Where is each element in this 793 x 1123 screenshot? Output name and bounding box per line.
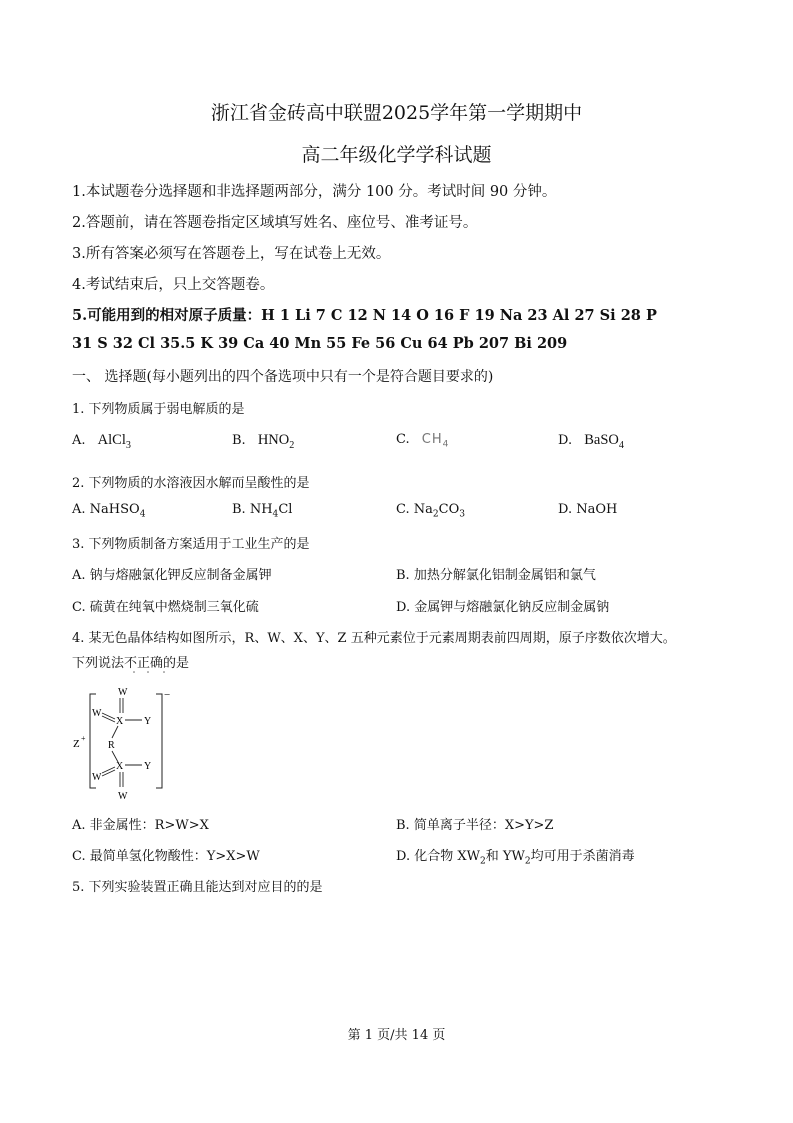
atom-y-bottom: Y	[144, 761, 152, 772]
q2-option-d: D. NaOH	[558, 502, 618, 517]
exam-title-line2: 高二年级化学学科试题	[301, 144, 492, 166]
atom-w-left-bottom: W	[92, 772, 102, 783]
q1-option-d	[558, 432, 624, 451]
q4-option-d: D. 化合物 $XW_2$和 $YW_2$均可用于杀菌消毒	[396, 849, 635, 867]
q2-option-c: C. $Na_2CO_3$	[396, 502, 466, 520]
q1-b-label: B.	[232, 433, 246, 448]
atomic-mass-line1: 5.可能用到的相对原子质量：H 1 Li 7 C 12 N 14 O 16 F 19 Na 23 Al 27 Si 28 P	[72, 307, 657, 324]
q1-c-formula: $CH_4$	[421, 432, 450, 450]
section-heading: 一、 选择题(每小题列出的四个备选项中只有一个是符合题目要求的)	[72, 369, 494, 385]
q1-c-label: C.	[396, 432, 410, 447]
instruction-2: 2.答题前，请在答题卷指定区域填写姓名、座位号、准考证号。	[72, 215, 478, 231]
q1-d-label: D.	[558, 433, 573, 448]
q1-d-formula: BaSO$_4$	[584, 432, 624, 451]
cation-z: Z	[73, 738, 80, 750]
atom-r: R	[108, 740, 115, 751]
cation-charge: +	[81, 734, 86, 743]
exam-title-line1: 浙江省金砖高中联盟2025学年第一学期期中	[210, 102, 583, 124]
q4-option-a: A. 非金属性：R>W>X	[72, 818, 209, 833]
q5-stem: 5. 下列实验装置正确且能达到对应目的的是	[72, 880, 323, 895]
anion-charge: −	[164, 689, 171, 701]
q1-a-formula: AlCl$_3$	[97, 432, 131, 451]
q3-stem: 3. 下列物质制备方案适用于工业生产的是	[72, 537, 310, 552]
q4-option-c: C. 最简单氢化物酸性：Y>X>W	[72, 849, 260, 864]
q4-structure-diagram	[66, 668, 186, 806]
q1-b-formula: $HNO_2$	[257, 432, 295, 451]
q3-option-b: B. 加热分解氯化铝制金属铝和氯气	[396, 568, 596, 583]
q1-stem: 1. 下列物质属于弱电解质的是	[72, 402, 245, 417]
q3-option-c: C. 硫黄在纯氧中燃烧制三氧化硫	[72, 600, 259, 615]
q4-option-b: B. 简单离子半径：X>Y>Z	[396, 818, 554, 833]
atom-w-left-top: W	[92, 708, 102, 719]
q3-option-a: A. 钠与熔融氯化钾反应制备金属钾	[72, 568, 272, 583]
q1-option-c	[396, 432, 449, 450]
q1-option-a	[72, 432, 131, 451]
atom-w-bottom: W	[118, 791, 128, 802]
atom-x-bottom: X	[116, 761, 124, 772]
instruction-4: 4.考试结束后，只上交答题卷。	[72, 277, 275, 293]
instruction-1: 1.本试题卷分选择题和非选择题两部分，满分 100 分。考试时间 90 分钟。	[72, 184, 557, 200]
q3-option-d: D. 金属钾与熔融氯化钠反应制金属钠	[396, 600, 610, 615]
page-footer: 第 1 页/共 14 页	[347, 1028, 446, 1043]
q4-stem-line2: 下列说法不正确的是	[72, 656, 190, 671]
atomic-mass-line2: 31 S 32 Cl 35.5 K 39 Ca 40 Mn 55 Fe 56 Cu 64 Pb 207 Bi 209	[72, 335, 568, 352]
q1-option-b	[232, 432, 294, 451]
q1-a-label: A.	[72, 433, 86, 448]
instruction-3: 3.所有答案必须写在答题卷上，写在试卷上无效。	[72, 246, 391, 262]
atom-w-top: W	[118, 687, 128, 698]
q4-stem-line1: 4. 某无色晶体结构如图所示，R、W、X、Y、Z 五种元素位于元素周期表前四周期，原子序数依次增大。	[72, 631, 676, 646]
atom-x-top: X	[116, 716, 124, 727]
q2-option-b: B. $NH_4Cl$	[232, 502, 293, 520]
q2-stem: 2. 下列物质的水溶液因水解而呈酸性的是	[72, 476, 310, 491]
q2-option-a: A. NaHSO$_4$	[72, 502, 146, 520]
atom-y-top: Y	[144, 716, 152, 727]
